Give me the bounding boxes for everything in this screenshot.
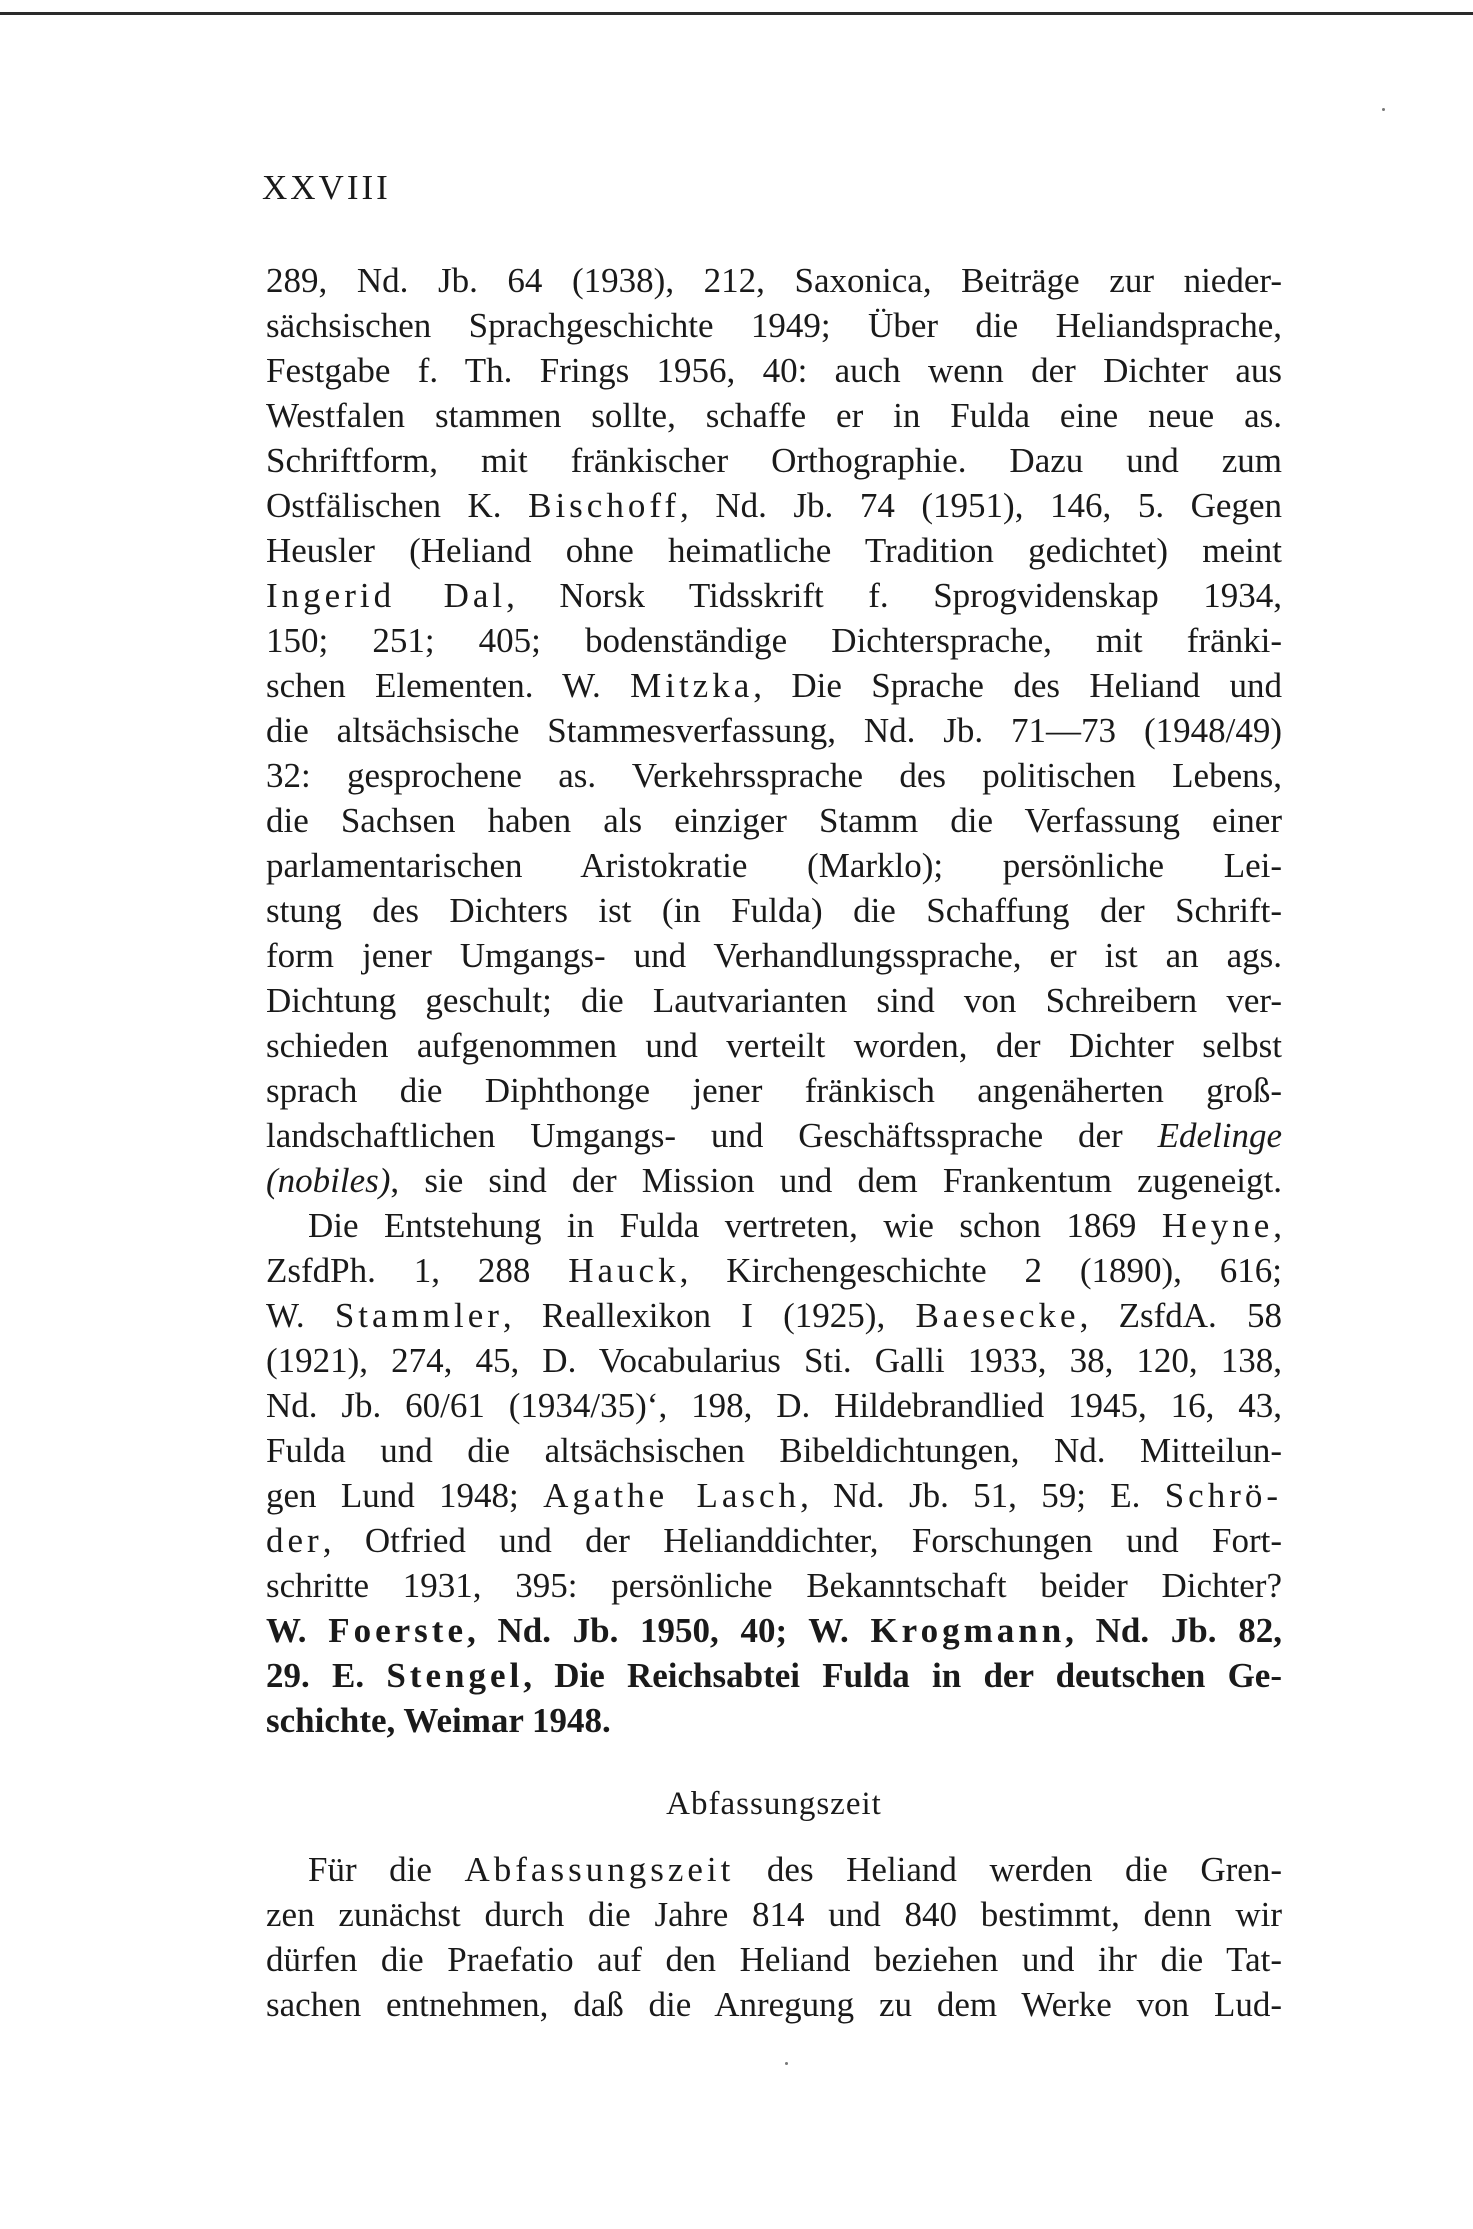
italic-term: (nobiles) bbox=[266, 1161, 391, 1200]
author-name: Agathe Lasch bbox=[543, 1476, 801, 1515]
text-line: schritte 1931, 395: persönliche Bekanntschaft beider Dichter? bbox=[266, 1566, 1282, 1605]
text-line: 289, Nd. Jb. 64 (1938), 212, Saxonica, Beiträge zur nieder- bbox=[266, 261, 1282, 300]
page-number: XXVIII bbox=[262, 168, 391, 207]
text-line: 32: gesprochene as. Verkehrssprache des politischen Lebens, bbox=[266, 756, 1282, 795]
text-line: Ostfälischen K. Bischoff, Nd. Jb. 74 (1951), 146, 5. Gegen bbox=[266, 486, 1282, 525]
author-name: Hauck bbox=[568, 1251, 680, 1290]
text-line: Die Entstehung in Fulda vertreten, wie schon 1869 Heyne, bbox=[308, 1206, 1282, 1245]
text-line: landschaftlichen Umgangs- und Geschäftssprache der Edelinge bbox=[266, 1116, 1282, 1155]
text-line: Für die Abfassungszeit des Heliand werden die Gren- bbox=[308, 1850, 1282, 1889]
author-name: Baesecke bbox=[915, 1296, 1080, 1335]
author-name: Foerste bbox=[328, 1611, 467, 1650]
section-heading: Abfassungszeit bbox=[666, 1786, 882, 1822]
author-name: Bischoff bbox=[528, 486, 681, 525]
text-line: ZsfdPh. 1, 288 Hauck, Kirchengeschichte 2 (1890), 616; bbox=[266, 1251, 1283, 1290]
text-line: parlamentarischen Aristokratie (Marklo); persönliche Lei- bbox=[266, 846, 1282, 885]
author-name: Heyne bbox=[1161, 1206, 1274, 1245]
text-line: Westfalen stammen sollte, schaffe er in Fulda eine neue as. bbox=[266, 396, 1282, 435]
text-line: schieden aufgenommen und verteilt worden, der Dichter selbst bbox=[266, 1026, 1282, 1065]
text-line: Festgabe f. Th. Frings 1956, 40: auch wenn der Dichter aus bbox=[266, 351, 1282, 390]
text-line: Dichtung geschult; die Lautvarianten sind von Schreibern ver- bbox=[266, 981, 1282, 1020]
text-line: dürfen die Praefatio auf den Heliand beziehen und ihr die Tat- bbox=[266, 1940, 1282, 1979]
text-line: (1921), 274, 45, D. Vocabularius Sti. Galli 1933, 38, 120, 138, bbox=[266, 1341, 1282, 1380]
text-line: Fulda und die altsächsischen Bibeldichtungen, Nd. Mitteilun- bbox=[266, 1431, 1282, 1470]
text-line: Nd. Jb. 60/61 (1934/35)‘, 198, D. Hildebrandlied 1945, 16, 43, bbox=[266, 1386, 1282, 1425]
text-line: schen Elementen. W. Mitzka, Die Sprache des Heliand und bbox=[266, 666, 1282, 705]
text-line: 150; 251; 405; bodenständige Dichtersprache, mit fränki- bbox=[266, 621, 1282, 660]
text-line: form jener Umgangs- und Verhandlungssprache, er ist an ags. bbox=[266, 936, 1282, 975]
author-name: Mitzka bbox=[630, 666, 754, 705]
author-name: Schrö- bbox=[1164, 1476, 1283, 1515]
italic-term: Edelinge bbox=[1157, 1116, 1282, 1155]
top-rule bbox=[0, 12, 1473, 15]
text-line: 29. E. Stengel, Die Reichsabtei Fulda in der deutschen Ge- bbox=[266, 1656, 1282, 1695]
author-name: Stammler bbox=[334, 1296, 503, 1335]
text-line: zen zunächst durch die Jahre 814 und 840 bestimmt, denn wir bbox=[266, 1895, 1282, 1934]
text-line: (nobiles), sie sind der Mission und dem Frankentum zugeneigt. bbox=[266, 1161, 1282, 1200]
text-line: schichte, Weimar 1948. bbox=[266, 1701, 611, 1740]
text-line: die altsächsische Stammesverfassung, Nd. Jb. 71—73 (1948/49) bbox=[266, 711, 1282, 750]
author-name: Krogmann bbox=[870, 1611, 1066, 1650]
scan-speck bbox=[1382, 108, 1385, 111]
text-line: Schriftform, mit fränkischer Orthographie. Dazu und zum bbox=[266, 441, 1282, 480]
text-line: Ingerid Dal, Norsk Tidsskrift f. Sprogvidenskap 1934, bbox=[266, 576, 1283, 615]
author-name: der bbox=[266, 1521, 323, 1560]
author-name: Stengel bbox=[386, 1656, 524, 1695]
text-line: der, Otfried und der Helianddichter, Forschungen und Fort- bbox=[266, 1521, 1282, 1560]
text-line: sachen entnehmen, daß die Anregung zu dem Werke von Lud- bbox=[266, 1985, 1282, 2024]
text-line: die Sachsen haben als einziger Stamm die Verfassung einer bbox=[266, 801, 1282, 840]
text-line: Heusler (Heliand ohne heimatliche Tradition gedichtet) meint bbox=[266, 531, 1282, 570]
text-line: gen Lund 1948; Agathe Lasch, Nd. Jb. 51, 59; E. Schrö- bbox=[266, 1476, 1283, 1515]
author-name: Ingerid Dal bbox=[266, 576, 507, 615]
text-line: W. Stammler, Reallexikon I (1925), Baesecke, ZsfdA. 58 bbox=[266, 1296, 1282, 1335]
text-line: sprach die Diphthonge jener fränkisch angenäherten groß- bbox=[266, 1071, 1282, 1110]
spaced-term: Abfassungszeit bbox=[464, 1850, 735, 1889]
body-text bbox=[266, 258, 1282, 2027]
text-line: stung des Dichters ist (in Fulda) die Schaffung der Schrift- bbox=[266, 891, 1282, 930]
scan-speck bbox=[785, 2062, 788, 2065]
text-line: W. Foerste, Nd. Jb. 1950, 40; W. Krogmann, Nd. Jb. 82, bbox=[266, 1611, 1282, 1650]
text-line: sächsischen Sprachgeschichte 1949; Über die Heliandsprache, bbox=[266, 306, 1282, 345]
